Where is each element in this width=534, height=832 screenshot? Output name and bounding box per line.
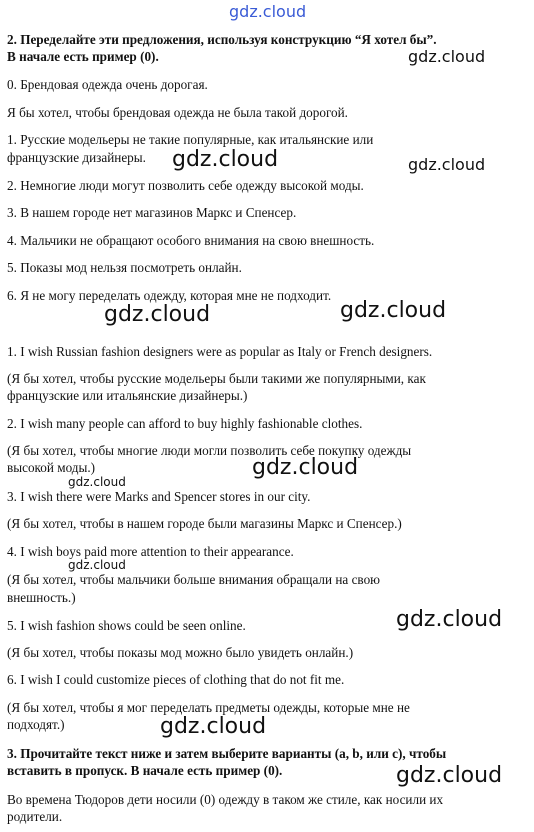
watermark: gdz.cloud <box>396 763 503 788</box>
answer-translation: (Я бы хотел, чтобы я мог переделать предметы одежды, которые мне не <box>7 700 410 715</box>
watermark: gdz.cloud <box>340 298 447 323</box>
task2-sentence: 3. В нашем городе нет магазинов Маркс и Спенсер. <box>7 205 297 220</box>
watermark: gdz.cloud <box>396 607 503 632</box>
watermark: gdz.cloud <box>408 47 486 66</box>
answer-translation: (Я бы хотел, чтобы русские модельеры были такими же популярными, как <box>7 371 426 386</box>
task2-example: 0. Брендовая одежда очень дорогая. <box>7 77 208 92</box>
answer-line: 2. I wish many people can afford to buy highly fashionable clothes. <box>7 416 363 431</box>
watermark: gdz.cloud <box>172 147 279 172</box>
watermark-top: gdz.cloud <box>229 2 307 21</box>
answer-translation: (Я бы хотел, чтобы мальчики больше внимания обращали на свою <box>7 572 381 587</box>
watermark: gdz.cloud <box>160 714 267 739</box>
task2-example-answer: Я бы хотел, чтобы брендовая одежда не была такой дорогой. <box>7 105 348 120</box>
answer-line: 1. I wish Russian fashion designers were as popular as Italy or French designers. <box>7 344 433 359</box>
answer-translation: (Я бы хотел, чтобы многие люди могли позволить себе покупку одежды <box>7 443 412 458</box>
answer-translation: внешность.) <box>7 590 76 605</box>
watermark: gdz.cloud <box>68 558 126 572</box>
task3-text-line: Во времена Тюдоров дети носили (0) одежду в таком же стиле, как носили их <box>7 792 444 807</box>
watermark: gdz.cloud <box>408 155 486 174</box>
answer-line: 3. I wish there were Marks and Spencer stores in our city. <box>7 489 311 504</box>
task2-heading-line2: В начале есть пример (0). <box>7 49 159 64</box>
answer-line: 4. I wish boys paid more attention to their appearance. <box>7 544 294 559</box>
task3-heading-line1: 3. Прочитайте текст ниже и затем выберите варианты (a, b, или c), чтобы <box>7 746 447 761</box>
task2-sentence: 4. Мальчики не обращают особого внимания на свою внешность. <box>7 233 375 248</box>
answer-translation: подходят.) <box>7 717 65 732</box>
task3-heading-line2: вставить в пропуск. В начале есть пример (0). <box>7 763 283 778</box>
task2-sentence: 6. Я не могу переделать одежду, которая мне не подходит. <box>7 288 332 303</box>
watermark: gdz.cloud <box>104 302 211 327</box>
task2-sentence: французские дизайнеры. <box>7 150 146 165</box>
answer-line: 6. I wish I could customize pieces of clothing that do not fit me. <box>7 672 345 687</box>
answer-translation: французские или итальянские дизайнеры.) <box>7 388 248 403</box>
watermark: gdz.cloud <box>252 455 359 480</box>
task2-sentence: 2. Немногие люди могут позволить себе одежду высокой моды. <box>7 178 364 193</box>
task3-text-line: родители. <box>7 809 63 824</box>
answer-translation: высокой моды.) <box>7 460 96 475</box>
answer-translation: (Я бы хотел, чтобы в нашем городе были магазины Маркс и Спенсер.) <box>7 516 402 531</box>
task2-sentence: 5. Показы мод нельзя посмотреть онлайн. <box>7 260 242 275</box>
watermark: gdz.cloud <box>68 475 126 489</box>
task2-sentence: 1. Русские модельеры не такие популярные, как итальянские или <box>7 132 374 147</box>
answer-line: 5. I wish fashion shows could be seen online. <box>7 618 246 633</box>
task2-heading-line1: 2. Переделайте эти предложения, используя конструкцию “Я хотел бы”. <box>7 32 437 47</box>
answer-translation: (Я бы хотел, чтобы показы мод можно было увидеть онлайн.) <box>7 645 354 660</box>
